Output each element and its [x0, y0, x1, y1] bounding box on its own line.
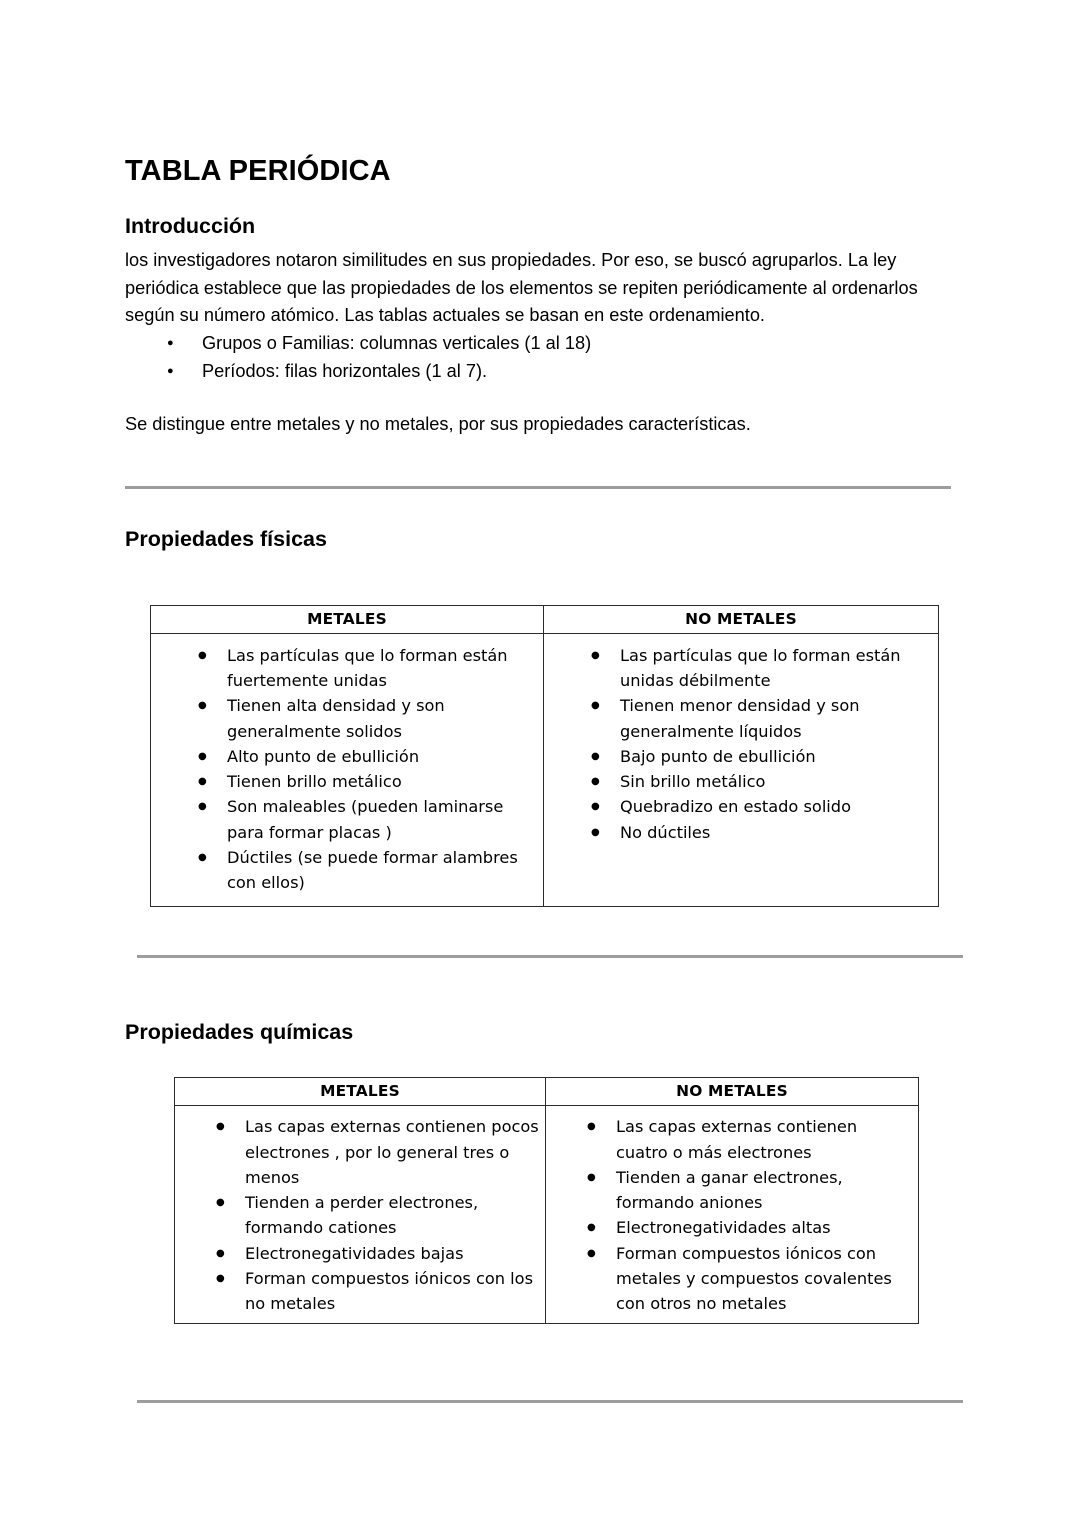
- section-heading-propiedades-fisicas: Propiedades físicas: [125, 527, 327, 552]
- list-item: ● No dúctiles: [544, 820, 932, 845]
- no-metales-chemical-list: [546, 1106, 918, 1323]
- intro-closing-paragraph: Se distingue entre metales y no metales, por sus propiedades características.: [125, 414, 751, 435]
- list-item: ● Forman compuestos iónicos con los no metales: [175, 1266, 539, 1317]
- column-header-metales: METALES: [175, 1078, 546, 1106]
- intro-bullet-list: [125, 330, 955, 385]
- section-heading-introduccion: Introducción: [125, 214, 256, 239]
- chemical-properties-table: [174, 1077, 919, 1324]
- column-header-no-metales: NO METALES: [544, 605, 939, 633]
- metales-chemical-list: [175, 1106, 545, 1323]
- metales-physical-list: [151, 634, 543, 906]
- list-item: ● Tienden a perder electrones, formando cationes: [175, 1190, 539, 1241]
- paragraph-spacer: [125, 385, 955, 411]
- list-item: ● Alto punto de ebullición: [151, 744, 537, 769]
- table-row: [175, 1106, 919, 1324]
- list-item: ● Tienen menor densidad y son generalmente líquidos: [544, 693, 932, 744]
- list-item: ● Períodos: filas horizontales (1 al 7).: [125, 358, 955, 386]
- list-item: ● Quebradizo en estado solido: [544, 794, 932, 819]
- document-content: [125, 155, 955, 1403]
- list-item: ● Bajo punto de ebullición: [544, 744, 932, 769]
- list-item: ● Tienden a ganar electrones, formando aniones: [546, 1165, 912, 1216]
- section-heading-propiedades-quimicas: Propiedades químicas: [125, 1019, 354, 1044]
- spacer-before-divider-2: [125, 907, 955, 955]
- list-item: ● Tienen brillo metálico: [151, 769, 537, 794]
- spacer-before-divider-1: [125, 439, 955, 486]
- list-item: ● Tienen alta densidad y son generalmente solidos: [151, 693, 537, 744]
- cell-no-metales-physical: [544, 633, 939, 906]
- list-item: ● Las capas externas contienen pocos electrones , por lo general tres o menos: [175, 1114, 539, 1190]
- list-item: ● Sin brillo metálico: [544, 769, 932, 794]
- list-item: ● Electronegatividades altas: [546, 1215, 912, 1240]
- spacer-after-divider-2: [125, 958, 955, 1020]
- spacer-after-divider-1: [125, 489, 955, 527]
- cell-metales-physical: [151, 633, 544, 906]
- column-header-no-metales: NO METALES: [546, 1078, 919, 1106]
- table-row: [151, 633, 939, 906]
- section-divider-3: [137, 1400, 963, 1403]
- list-item: ● Las partículas que lo forman están unidas débilmente: [544, 643, 932, 694]
- list-item: ● Electronegatividades bajas: [175, 1241, 539, 1266]
- list-item: ● Las partículas que lo forman están fuertemente unidas: [151, 643, 537, 694]
- cell-no-metales-chemical: [546, 1106, 919, 1324]
- spacer-before-physical-table: [125, 560, 955, 605]
- intro-paragraph: los investigadores notaron similitudes en sus propiedades. Por eso, se buscó agruparlos. La ley periódica establece que las propiedades de los elementos se repiten periódicamente al ordenarlos según su número atómico. Las tablas actuales se basan en este ordenamiento.: [125, 250, 918, 326]
- table-header-row: [151, 605, 939, 633]
- spacer-before-chemical-table: [125, 1052, 955, 1077]
- spacer-before-divider-3: [125, 1324, 955, 1400]
- no-metales-physical-list: [544, 634, 938, 855]
- physical-properties-table: [150, 605, 939, 907]
- list-item: ● Forman compuestos iónicos con metales y compuestos covalentes con otros no metales: [546, 1241, 912, 1317]
- list-item: ● Dúctiles (se puede formar alambres con ellos): [151, 845, 537, 896]
- cell-metales-chemical: [175, 1106, 546, 1324]
- page-title: TABLA PERIÓDICA: [125, 155, 391, 187]
- list-item: ● Las capas externas contienen cuatro o más electrones: [546, 1114, 912, 1165]
- list-item: ● Grupos o Familias: columnas verticales (1 al 18): [125, 330, 955, 358]
- list-item: ● Son maleables (pueden laminarse para formar placas ): [151, 794, 537, 845]
- column-header-metales: METALES: [151, 605, 544, 633]
- table-header-row: [175, 1078, 919, 1106]
